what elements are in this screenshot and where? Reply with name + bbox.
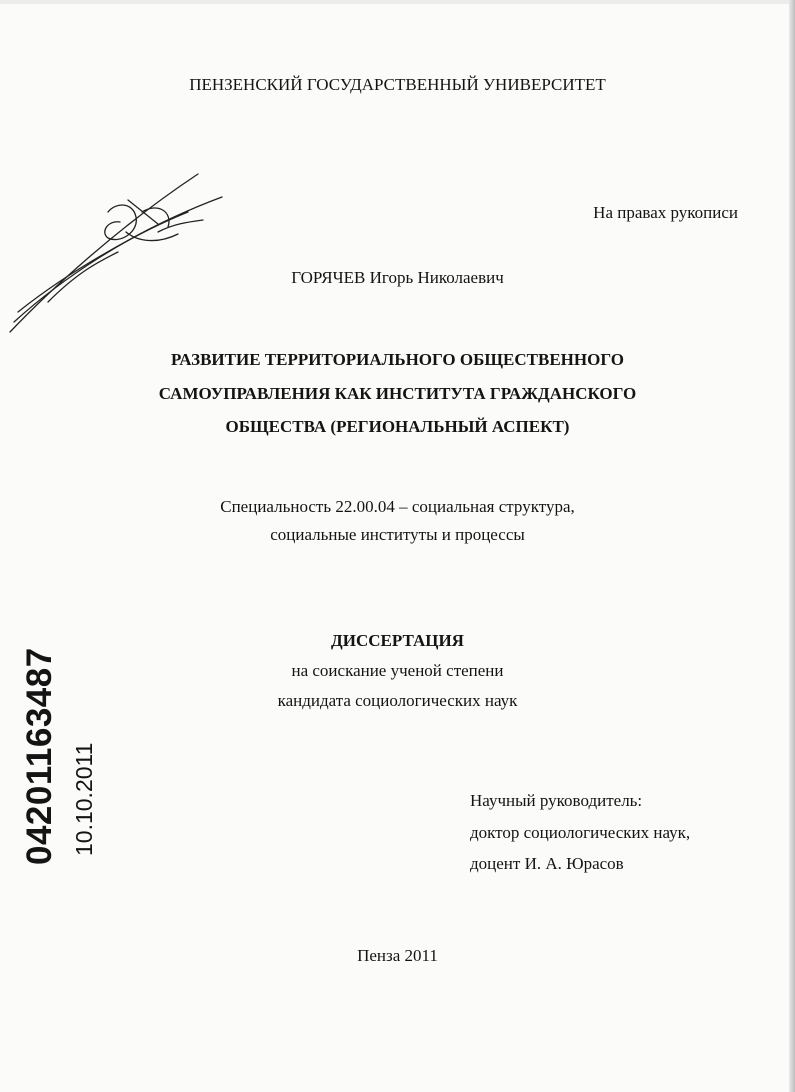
- library-stamp: [18, 632, 103, 867]
- handwritten-signature: [8, 172, 228, 337]
- stamp-date: 10.10.2011: [71, 742, 97, 856]
- work-type: ДИССЕРТАЦИЯ: [331, 631, 464, 650]
- degree-line: кандидата социологических наук: [277, 691, 518, 710]
- specialty-line: Специальность 22.00.04 – социальная структура,: [220, 497, 575, 516]
- city-year: Пенза 2011: [357, 946, 438, 965]
- stamp-number: 04201163487: [20, 647, 59, 865]
- specialty-line: социальные институты и процессы: [270, 525, 525, 544]
- supervisor-name: доцент И. А. Юрасов: [470, 854, 624, 873]
- supervisor-label: Научный руководитель:: [470, 791, 643, 810]
- dissertation-title-line: ОБЩЕСТВА (РЕГИОНАЛЬНЫЙ АСПЕКТ): [225, 417, 570, 436]
- supervisor-degree: доктор социологических наук,: [470, 823, 691, 842]
- manuscript-note: На правах рукописи: [593, 203, 738, 222]
- degree-line: на соискание ученой степени: [291, 661, 504, 680]
- scan-top-edge: [0, 0, 795, 4]
- scan-right-edge: [789, 0, 795, 1092]
- dissertation-title-line: САМОУПРАВЛЕНИЯ КАК ИНСТИТУТА ГРАЖДАНСКОГО: [158, 384, 637, 403]
- university-name: ПЕНЗЕНСКИЙ ГОСУДАРСТВЕННЫЙ УНИВЕРСИТЕТ: [189, 75, 606, 94]
- author-name: ГОРЯЧЕВ Игорь Николаевич: [291, 268, 504, 287]
- dissertation-title-line: РАЗВИТИЕ ТЕРРИТОРИАЛЬНОГО ОБЩЕСТВЕННОГО: [171, 350, 624, 369]
